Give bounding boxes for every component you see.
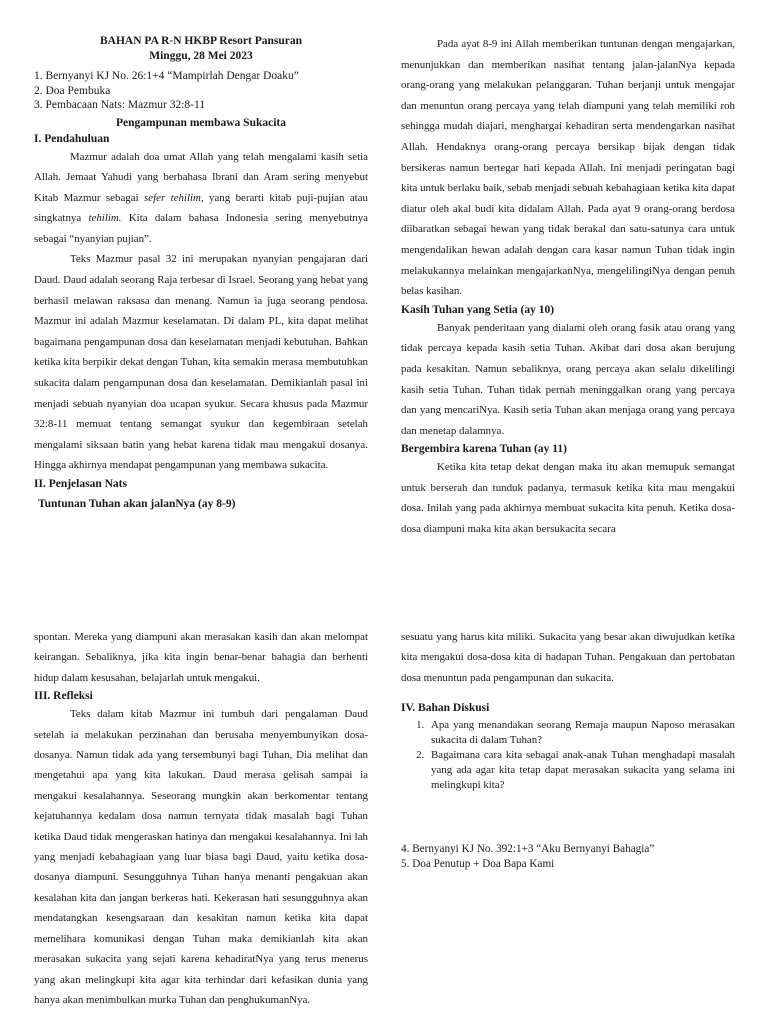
- discussion-question: 2. Bagaimana cara kita sebagai anak-anak Tuhan menghadapi masalah yang ada agar kita tetap dapat merasakan sukacita yang selama ini melingkupi kita?: [427, 748, 735, 792]
- paragraph-pendahuluan-2: Teks Mazmur pasal 32 ini merupakan nyanyian pengajaran dari Daud. Daud adalah seorang Raja terbesar di Israel. Seorang yang hebat yang berhasil melawan raksasa dan menang. Namun ia juga seorang pendosa. Mazmur ini adalah Mazmur keselamatan. Di dalam PL, kita dapat melihat bagaimana pengampunan dosa dan keselamatan menjadi kebutuhan. Bahkan ketika kita berpikir dekat dengan Tuhan, kita semakin merasa membutuhkan sukacita dalam pengampunan dosa dan keselamatan. Demikianlah pasal ini menjadi sebuah nyanyian doa ucapan syukur. Secara khusus pada Mazmur 32:8-11 memuat tentang semangat syukur dan kegembiraan setelah mengalami siksaan batin yang hebat karena tidak mau mengakui dosanya. Hingga akhirnya mendapat pengampunan yang membawa sukacita.: [34, 253, 368, 472]
- paragraph-refleksi-cont: sesuatu yang harus kita miliki. Sukacita yang besar akan diwujudkan ketika kita mengakui dosa-dosa kita di hadapan Tuhan. Pengakuan dan pertobatan dosa menuntun pada pengampunan dan sukacita.: [401, 631, 735, 684]
- closing-item-prayer: 5. Doa Penutup + Doa Bapa Kami: [401, 857, 555, 870]
- paragraph-kasih-setia: Banyak penderitaan yang dialami oleh orang fasik atau orang yang tidak percaya kepada kasih setia Tuhan. Akibat dari dosa akan berujung pada kesakitan. Namun sebaliknya, orang percaya akan selalu dikelilingi kasih setia Tuhan. Tuhan tidak pernah meninggalkan orang yang percaya dan yang mencariNya. Kasih setia Tuhan akan menjaga orang yang percaya dan menetap dalamnya.: [401, 321, 735, 437]
- closing-order: [401, 842, 735, 871]
- order-of-service: [34, 69, 368, 113]
- subheading-kasih-setia: Kasih Tuhan yang Setia (ay 10): [401, 303, 555, 316]
- paragraph-refleksi: Teks dalam kitab Mazmur ini tumbuh dari pengalaman Daud setelah ia melakukan perzinahan dan berusaha menyembunyikan dosa-dosanya. Namun tidak ada yang tersembunyi bagi Tuhan, Dia melihat dan mengetahui apa yang kita lakukan. Daud merasa gelisah sampai ia mengakui kesalahannya. Seseorang mungkin akan berkomentar tentang kejatuhannya kedalam dosa namun ternyata tidak masalah bagi Tuhan ketika Daud tidak mengeraskan hatinya dan mengakui kesalahannya. Ini lah yang menjadi kebahagiaan yang luar biasa bagi Daud, yaitu ketika dosa-dosanya diampuni. Sesungguhnya Tuhan hanya menanti pengakuan akan kesalahan kita dan jangan berkeras hati. Kekerasan hati sesungguhnya akan mendatangkan kesengsaraan dan kesakitan namun ketika kita dapat memelihara komunikasi dengan Tuhan maka demikianlah kita akan merasakan sukacita yang sejati karena kehadiratNya yang terus menerus yang akan melingkupi kita agar kita terhindar dari kefasikan dunia yang hanya akan menimbulkan murka Tuhan dan penghukumanNya.: [34, 708, 368, 1006]
- document-title: BAHAN PA R-N HKBP Resort Pansuran: [100, 35, 302, 47]
- order-item-prayer: 2. Doa Pembuka: [34, 84, 111, 97]
- subheading-bergembira: Bergembira karena Tuhan (ay 11): [401, 443, 567, 456]
- section-heading-penjelasan: II. Penjelasan Nats: [34, 478, 127, 490]
- closing-item-song: 4. Bernyanyi KJ No. 392:1+3 “Aku Bernyanyi Bahagia”: [401, 843, 655, 856]
- bottom-right-column: [401, 627, 735, 871]
- top-right-column: [401, 34, 735, 540]
- section-heading-diskusi: IV. Bahan Diskusi: [401, 702, 490, 715]
- bottom-left-column: [34, 627, 368, 1010]
- subheading-tuntunan: Tuntunan Tuhan akan jalanNya (ay 8-9): [38, 498, 236, 510]
- order-item-reading: 3. Pembacaan Nats: Mazmur 32:8-11: [34, 99, 206, 111]
- order-item-song: 1. Bernyanyi KJ No. 26:1+4 “Mampirlah Dengar Doaku”: [34, 70, 299, 82]
- discussion-question: 1. Apa yang menandakan seorang Remaja maupun Naposo merasakan sukacita di dalam Tuhan?: [427, 718, 735, 747]
- discussion-questions: [401, 718, 735, 792]
- paragraph-bergembira: Ketika kita tetap dekat dengan maka itu akan memupuk semangat untuk berserah dan tunduk padanya, termasuk ketika kita mau mengakui dosa. Inilah yang pada akhirnya membuat sukacita kita penuh. Ketika dosa-dosa diampuni maka kita akan bersukacita secara: [401, 461, 735, 536]
- document-date: Minggu, 28 Mei 2023: [149, 50, 253, 62]
- section-heading-pendahuluan: I. Pendahuluan: [34, 132, 110, 145]
- top-left-column: [34, 34, 368, 512]
- paragraph-tuntunan: Pada ayat 8-9 ini Allah memberikan tuntunan dengan mengajarkan, menunjukkan dan memberikan nasihat tentang jalan-jalanNya kepada orang-orang yang melakukan pelanggaran. Tuhan berjanji untuk mengajar dan menuntun orang percaya yang telah diampuni yang telah memiliki roh sehingga mudah diajari, menghargai kehadiran serta mendengarkan nasihat Allah. Hendaknya orang-orang percaya bersikap bijak dengan tidak bersikeras namun bertegar hati kepada Allah. Ini menjadi peringatan bagi kita untuk berlaku baik, sebab menjadi sebuah kebahagiaan ketika kita dapat diatur oleh akal budi kita didalam Allah. Pada ayat 9 orang-orang berdosa diibaratkan sebagai hewan yang tidak berakal dan satu-satunya cara untuk mengendalikan hewan adalah dengan cara kasar namun Tuhan tidak ingin melakukannya melainkan mengajarkanNya, mengelilingiNya dengan penuh belas kasihan.: [401, 38, 735, 298]
- theme-title: Pengampunan membawa Sukacita: [116, 116, 286, 129]
- paragraph-pendahuluan-1: Mazmur adalah doa umat Allah yang telah mengalami kasih setia Allah. Jemaat Yahudi yang berbahasa Ibrani dan Aram sering menyebut Kitab Mazmur sebagai sefer tehilim, yang berarti kitab puji-pujian atau singkatnya tehilim. Kita dalam bahasa Indonesia sering menyebutnya sebagai “nyanyian pujian”.: [34, 150, 368, 245]
- section-heading-refleksi: III. Refleksi: [34, 690, 93, 703]
- paragraph-bergembira-cont: spontan. Mereka yang diampuni akan merasakan kasih dan akan melompat keirangan. Sebaliknya, jika kita ingin benar-benar bahagia dan berhenti hidup dalam kesusahan, belajarlah untuk mengakui.: [34, 631, 368, 684]
